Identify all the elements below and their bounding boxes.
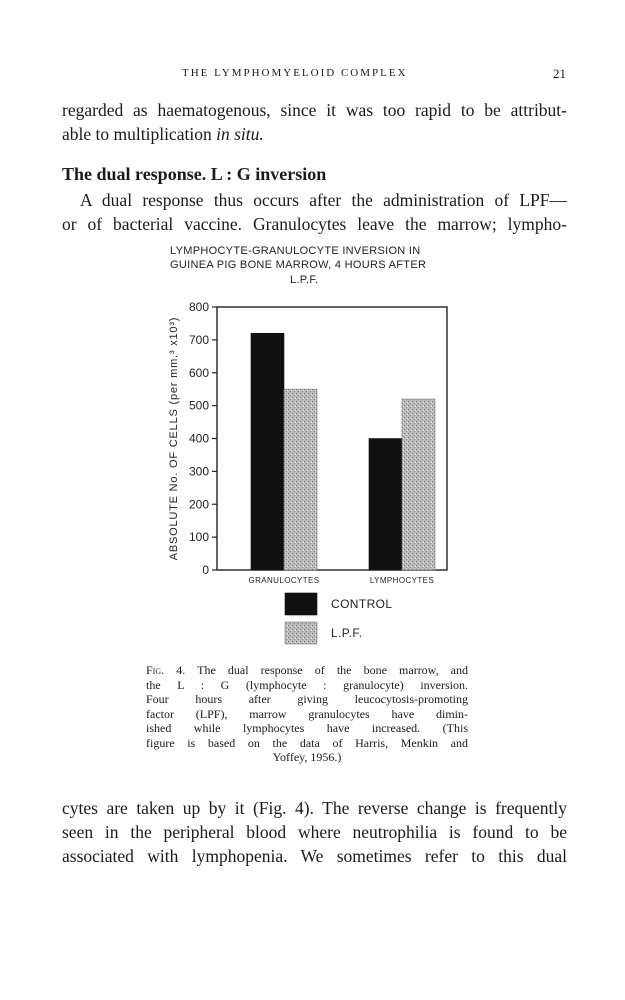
y-tick-label: 600: [188, 365, 209, 380]
y-tick-label: 800: [188, 300, 209, 314]
y-tick-label: 0: [202, 563, 209, 577]
paragraph-2: [62, 188, 567, 236]
legend-swatch-lpf: [285, 622, 317, 644]
paragraph-1-line: able to multiplication in situ.: [62, 124, 264, 144]
y-tick-label: 700: [188, 332, 209, 347]
chart-title-line-2: GUINEA PIG BONE MARROW, 4 HOURS AFTER: [170, 259, 427, 271]
paragraph-3: [62, 796, 567, 868]
figure-caption: [146, 663, 468, 765]
chart-title-line-1: LYMPHOCYTE-GRANULOCYTE INVERSION IN: [170, 245, 421, 257]
paragraph-1: [62, 98, 567, 146]
paragraph-1-line: regarded as haematogenous, since it was too rapid to be attribut-: [62, 100, 567, 120]
page-number: 21: [553, 66, 566, 81]
bar-lpf: [402, 399, 435, 570]
running-title: THE LYMPHOMYELOID COMPLEX: [182, 67, 408, 79]
paragraph-2-line: or of bacterial vaccine. Granulocytes leave the marrow; lympho-: [62, 214, 567, 234]
paragraph-3-line: cytes are taken up by it (Fig. 4). The reverse change is frequently: [62, 798, 567, 818]
chart-title-line-3: L.P.F.: [290, 274, 319, 286]
x-category-label: GRANULOCYTES: [248, 576, 320, 585]
legend-swatch-control: [285, 593, 317, 615]
y-tick-label: 400: [188, 431, 209, 446]
bar-chart: [140, 245, 510, 655]
x-category-label: LYMPHOCYTES: [369, 576, 435, 585]
y-axis-label: ABSOLUTE No. OF CELLS (per mm.³ x10³): [168, 316, 180, 561]
caption-line: the L : G (lymphocyte : granulocyte) inversion.: [146, 677, 468, 692]
italic-text: in situ.: [216, 124, 264, 144]
paragraph-3-line: seen in the peripheral blood where neutrophilia is found to be: [62, 822, 567, 842]
paragraph-2-line: A dual response thus occurs after the administration of LPF—: [80, 190, 567, 210]
bar-lpf: [284, 389, 317, 570]
caption-line: ished while lymphocytes have increased. (This: [146, 721, 468, 735]
legend-label: CONTROL: [331, 597, 393, 611]
caption-line: factor (LPF), marrow granulocytes have dimin-: [146, 706, 468, 721]
figure-4: [140, 245, 510, 655]
caption-line: figure is based on the data of Harris, Menkin and: [146, 735, 468, 750]
caption-line: Four hours after giving leucocytosis-promoting: [146, 692, 468, 706]
section-heading: The dual response. L : G inversion: [62, 164, 327, 184]
paragraph-3-line: associated with lymphopenia. We sometimes refer to this dual: [62, 846, 567, 866]
running-head: [62, 67, 566, 85]
bar-control: [369, 439, 402, 571]
bar-control: [251, 333, 284, 570]
y-tick-label: 200: [188, 497, 209, 512]
y-tick-label: 300: [188, 464, 209, 479]
y-tick-label: 100: [188, 530, 209, 545]
caption-line: Fig. 4. The dual response of the bone marrow, and: [146, 663, 469, 677]
y-tick-label: 500: [188, 398, 209, 413]
legend-label: L.P.F.: [331, 626, 363, 640]
figure-label: Fig. 4.: [146, 663, 186, 677]
caption-line: Yoffey, 1956.): [272, 750, 342, 764]
